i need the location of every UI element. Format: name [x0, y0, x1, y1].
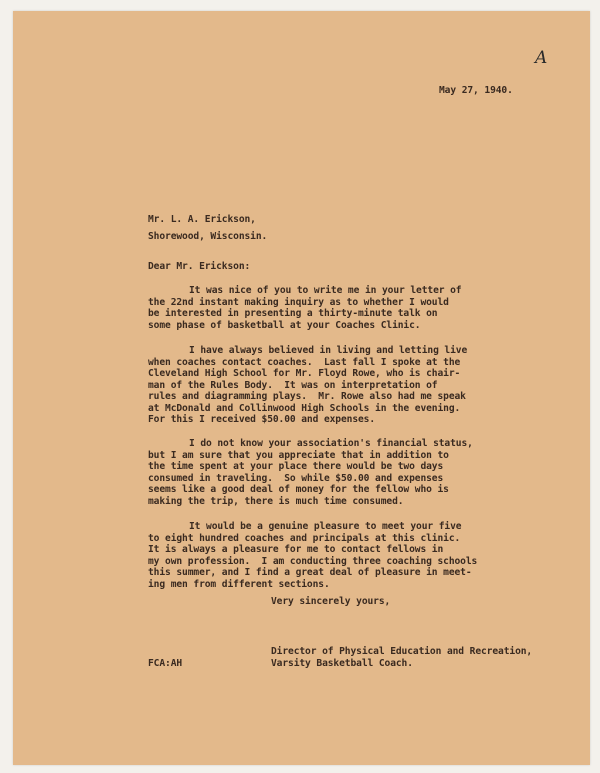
typist-initials: FCA:AH [148, 658, 183, 669]
paragraph-line: It would be a genuine pleasure to meet your five [189, 521, 462, 532]
paragraph-line: but I am sure that you appreciate that in addition to [148, 449, 449, 461]
paragraph-line: rules and diagramming plays. Mr. Rowe also had me speak [148, 391, 466, 402]
paragraph-line: I have always believed in living and letting live [189, 345, 468, 356]
signature-title-2: Varsity Basketball Coach. [271, 658, 413, 669]
paragraph-line: this summer, and I find a great deal of pleasure in meet- [148, 567, 472, 578]
handwritten-corner-mark: A [535, 48, 548, 68]
paragraph-line: be interested in presenting a thirty-minute talk on [148, 308, 438, 319]
paragraph-line: making the trip, there is much time consumed. [148, 495, 404, 507]
paragraph-3 [148, 439, 473, 508]
paragraph-1 [148, 286, 461, 332]
paragraph-line: the time spent at your place there would be two days [148, 461, 444, 472]
paragraph-line: It was nice of you to write me in your letter of [189, 285, 462, 296]
paragraph-line: consumed in traveling. So while $50.00 and expenses [148, 472, 444, 484]
recipient-location: Shorewood, Wisconsin. [148, 231, 268, 242]
paragraph-line: some phase of basketball at your Coaches Clinic. [148, 319, 421, 331]
paragraph-2 [148, 346, 467, 427]
paragraph-line: when coaches contact coaches. Last fall I spoke at the [148, 356, 461, 368]
closing: Very sincerely yours, [271, 596, 391, 607]
salutation: Dear Mr. Erickson: [148, 261, 251, 272]
paragraph-line: ing men from different sections. [148, 578, 330, 590]
paragraph-line: seems like a good deal of money for the fellow who is [148, 484, 449, 495]
paragraph-line: Cleveland High School for Mr. Floyd Rowe, who is chair- [148, 368, 461, 379]
paragraph-line: For this I received $50.00 and expenses. [148, 414, 376, 425]
paragraph-4 [148, 522, 477, 591]
paragraph-line: man of the Rules Body. It was on interpretation of [148, 379, 438, 391]
signature-title-1: Director of Physical Education and Recreation, [271, 646, 533, 657]
paragraph-line: the 22nd instant making inquiry as to whether I would [148, 296, 449, 308]
paragraph-line: at McDonald and Collinwood High Schools in the evening. [148, 402, 461, 414]
paragraph-line: my own profession. I am conducting three coaching schools [148, 555, 478, 567]
paragraph-line: I do not know your association's financial status, [189, 438, 473, 449]
letter-date: May 27, 1940. [439, 85, 513, 96]
paragraph-line: to eight hundred coaches and principals at this clinic. [148, 532, 461, 544]
paragraph-line: It is always a pleasure for me to contact fellows in [148, 544, 444, 555]
letter-page [13, 11, 590, 765]
recipient-name: Mr. L. A. Erickson, [148, 214, 256, 225]
